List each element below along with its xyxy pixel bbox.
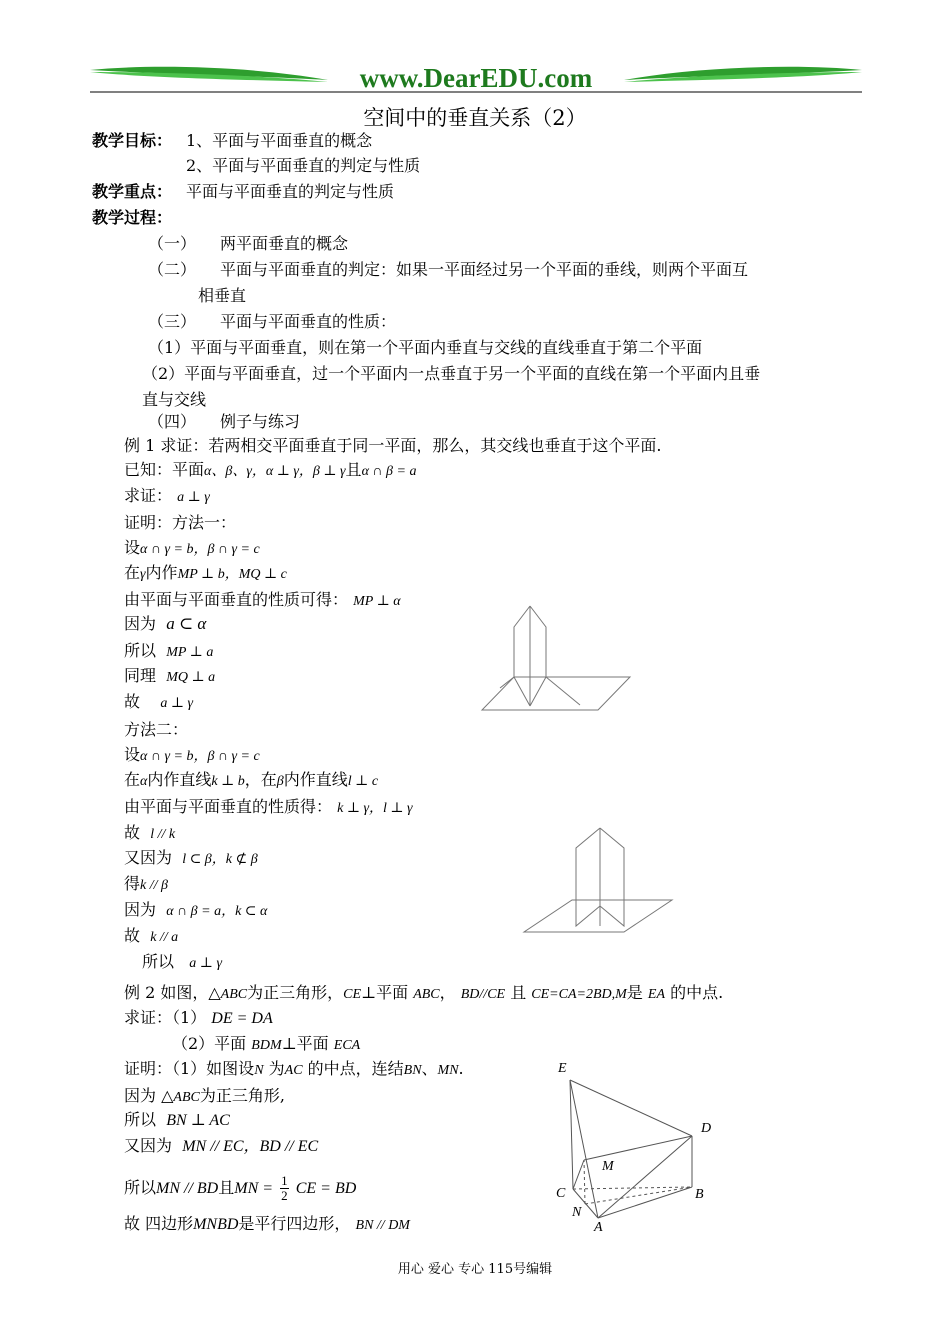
proof-line: 又因为 l ⊂ β，k ⊄ β <box>124 848 258 867</box>
page-title: 空间中的垂直关系（2） <box>363 106 587 130</box>
label-D: D <box>701 1121 712 1136</box>
property-2-cont: 直与交线 <box>142 390 207 409</box>
section-1: （一） 两平面垂直的概念 <box>148 234 349 253</box>
method-1-heading: 证明：方法一： <box>124 513 237 532</box>
proof-line: 证明：（1）如图设N 为AC 的中点，连结BN、MN. <box>124 1059 464 1078</box>
proof-line: 故 四边形MNBD是平行四边形， BN // DM <box>124 1214 410 1233</box>
figure-perpendicular-planes-1 <box>480 600 632 712</box>
proof-line: 在α内作直线k ⊥ b，在β内作直线l ⊥ c <box>124 770 379 789</box>
proof-line: 设α ∩ γ = b，β ∩ γ = c <box>124 745 260 764</box>
property-1: （1）平面与平面垂直，则在第一个平面内垂直与交线的直线垂直于第二个平面 <box>148 338 703 357</box>
label-A: A <box>594 1220 603 1235</box>
proof-line: 因为 α ∩ β = a，k ⊂ α <box>124 900 268 919</box>
proof-line: 由平面与平面垂直的性质得： k ⊥ γ，l ⊥ γ <box>124 797 413 816</box>
proof-line: 所以MN // BD且MN = $\frac{1}{2}$ CE = BD <box>124 1173 357 1203</box>
objective-item: 1、平面与平面垂直的概念 <box>186 131 373 150</box>
proof-line: 同理 MQ ⊥ a <box>124 666 216 685</box>
example-1-statement: 例 1 求证：若两相交平面垂直于同一平面，那么，其交线也垂直于这个平面. <box>124 436 662 455</box>
proof-line: 又因为 MN // EC，BD // EC <box>124 1136 319 1155</box>
method-2-heading: 方法二： <box>124 720 189 739</box>
fraction-half: $\frac{1}{2}$ <box>281 1173 288 1203</box>
proof-line: 设α ∩ γ = b，β ∩ γ = c <box>124 538 260 557</box>
label-N: N <box>572 1205 582 1220</box>
section-2-cont: 相垂直 <box>198 286 247 305</box>
proof-line: 故 k // a <box>124 926 179 945</box>
label-C: C <box>556 1186 566 1201</box>
proof-line: 由平面与平面垂直的性质可得： MP ⊥ α <box>124 590 401 609</box>
proof-line: 所以 a ⊥ γ <box>142 952 222 971</box>
proof-line: 所以 MP ⊥ a <box>124 641 214 660</box>
footer: 用心 爱心 专心 115号编辑 <box>397 1262 553 1277</box>
property-2: （2）平面与平面垂直，过一个平面内一点垂直于另一个平面的直线在第一个平面内且垂 <box>142 364 761 383</box>
proof-line: 因为 △ABC为正三角形, <box>124 1086 285 1105</box>
proof-line: 故 a ⊥ γ <box>124 692 194 711</box>
figure-perpendicular-planes-2 <box>524 826 674 936</box>
label-E: E <box>558 1061 567 1076</box>
figure-triangle-prism <box>550 1056 730 1236</box>
key-points-label: 教学重点： <box>92 182 173 201</box>
proof-line: 故 l // k <box>124 823 176 842</box>
section-2: （二） 平面与平面垂直的判定：如果一平面经过另一个平面的垂线，则两个平面互 <box>148 260 749 279</box>
label-M: M <box>602 1159 614 1174</box>
section-4: （四） 例子与练习 <box>148 412 301 431</box>
site-name: www.DearEDU.com <box>359 63 593 93</box>
key-points-text: 平面与平面垂直的判定与性质 <box>186 182 395 201</box>
label-B: B <box>695 1187 704 1202</box>
process-label: 教学过程： <box>92 208 173 227</box>
proof-line: 因为 a ⊂ α <box>124 614 207 633</box>
header-banner <box>90 62 862 94</box>
given-line: 已知：平面α、β、γ，α ⊥ γ，β ⊥ γ且α ∩ β = a <box>124 460 417 479</box>
prove-line: 求证： a ⊥ γ <box>124 486 210 505</box>
example-2-statement: 例 2 如图，△ABC为正三角形，CE⊥平面 ABC， BD//CE 且 CE=CA=2BD,M是 EA 的中点. <box>124 983 724 1002</box>
objective-item: 2、平面与平面垂直的判定与性质 <box>186 156 421 175</box>
proof-line: 在γ内作MP ⊥ b，MQ ⊥ c <box>124 563 287 582</box>
section-3: （三） 平面与平面垂直的性质： <box>148 312 397 331</box>
prove-q1: 求证：（1） DE = DA <box>124 1008 273 1027</box>
proof-line: 得k // β <box>124 874 168 893</box>
objectives-label: 教学目标： <box>92 131 173 150</box>
prove-q2: （2）平面 BDM⊥平面 ECA <box>172 1034 361 1053</box>
proof-line: 所以 BN ⊥ AC <box>124 1110 230 1129</box>
